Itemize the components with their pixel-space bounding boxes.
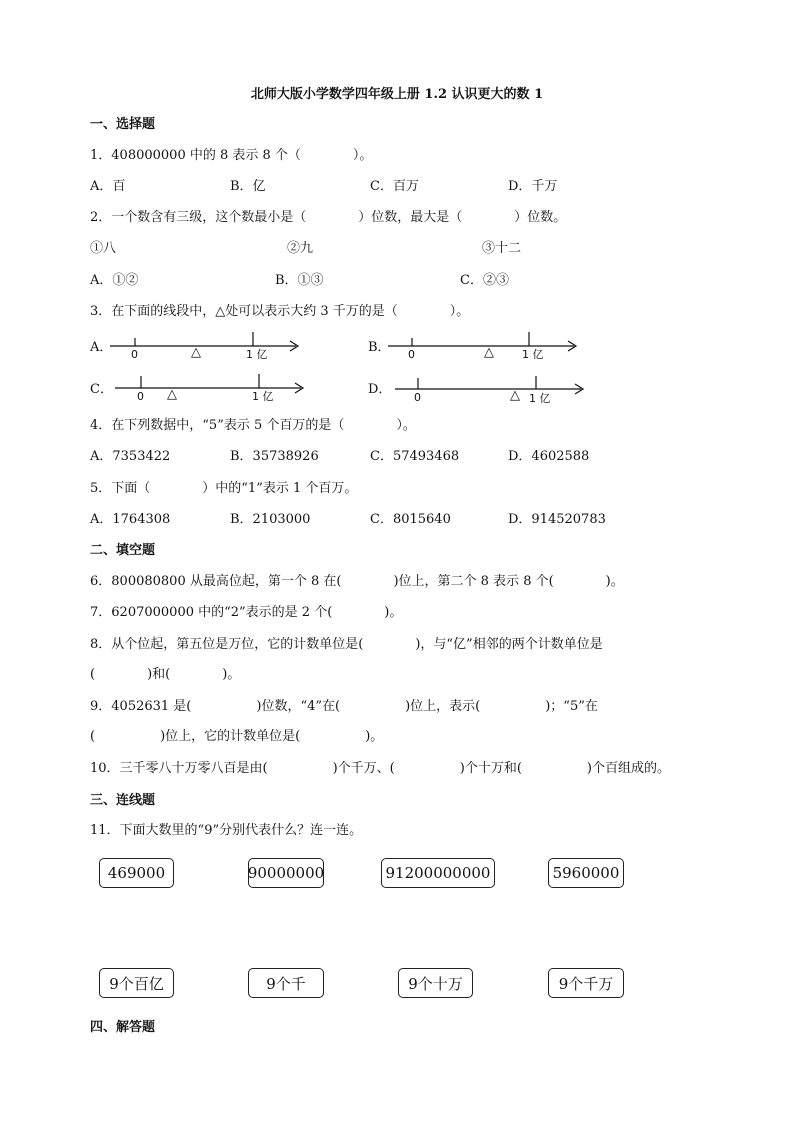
q1-option-c: C．百万 — [370, 179, 419, 194]
q5-option-c: C．8015640 — [370, 512, 451, 527]
q5-option-a: A．1764308 — [90, 512, 171, 527]
unit-box-hundred-billion[interactable]: 9个百亿 — [99, 968, 174, 998]
q1-option-d: D．千万 — [508, 179, 558, 194]
number-box-5960000[interactable]: 5960000 — [548, 858, 624, 888]
question-1: 1．408000000 中的 8 表示 8 个（ ）。 — [90, 148, 373, 163]
label-hundred-million: 1 亿 — [529, 392, 551, 405]
q3-option-a: A． — [90, 340, 113, 355]
q3-option-c: C． — [90, 382, 113, 397]
question-8-line-2: ( )和( )。 — [90, 667, 241, 682]
triangle-marker: △ — [167, 387, 177, 402]
q2-choice-2: ②九 — [287, 241, 314, 256]
q4-option-c: C．57493468 — [370, 449, 460, 464]
label-hundred-million: 1 亿 — [252, 390, 274, 403]
q2-choice-3: ③十二 — [482, 241, 522, 256]
q1-option-b: B．亿 — [230, 179, 266, 194]
question-4: 4．在下列数据中，“5”表示 5 个百万的是（ ）。 — [90, 418, 416, 433]
q3-option-d: D． — [368, 382, 392, 397]
q5-option-d: D．914520783 — [508, 512, 606, 527]
label-hundred-million: 1 亿 — [246, 348, 268, 361]
question-10: 10．三千零八十万零八百是由( )个千万、( )个十万和( )个百组成的。 — [90, 761, 670, 776]
question-7: 7．6207000000 中的“2”表示的是 2 个( )。 — [90, 605, 403, 620]
label-zero: 0 — [131, 348, 138, 361]
triangle-marker: △ — [191, 345, 201, 360]
section-heading-fill: 二、填空题 — [90, 543, 156, 558]
section-heading-answer: 四、解答题 — [90, 1020, 156, 1035]
q3-number-line-b — [388, 328, 588, 368]
number-box-469000[interactable]: 469000 — [99, 858, 174, 888]
triangle-marker: △ — [484, 345, 494, 360]
q3-option-b: B． — [368, 340, 391, 355]
q3-number-line-d — [395, 372, 595, 412]
unit-box-ten-million[interactable]: 9个千万 — [548, 968, 624, 998]
q3-number-line-c — [115, 370, 315, 410]
question-9-line-1: 9．4052631 是( )位数，“4”在( )位上，表示( )；“5”在 — [90, 699, 598, 714]
question-2: 2．一个数含有三级，这个数最小是（ ）位数，最大是（ ）位数。 — [90, 210, 567, 225]
section-heading-matching: 三、连线题 — [90, 793, 156, 808]
label-hundred-million: 1 亿 — [522, 348, 544, 361]
q2-option-b: B．①③ — [275, 273, 324, 288]
question-11: 11．下面大数里的“9”分别代表什么？连一连。 — [90, 823, 363, 838]
section-heading-choice: 一、选择题 — [90, 117, 156, 132]
q4-option-b: B．35738926 — [230, 449, 319, 464]
question-5: 5．下面（ ）中的“1”表示 1 个百万。 — [90, 481, 358, 496]
q4-option-a: A．7353422 — [90, 449, 171, 464]
question-9-line-2: ( )位上，它的计数单位是( )。 — [90, 729, 384, 744]
q2-option-c: C．②③ — [460, 273, 509, 288]
q1-option-a: A．百 — [90, 179, 126, 194]
q2-choice-1: ①八 — [90, 241, 117, 256]
label-zero: 0 — [137, 390, 144, 403]
q5-option-b: B．2103000 — [230, 512, 311, 527]
unit-box-hundred-thousand[interactable]: 9个十万 — [398, 968, 473, 998]
label-zero: 0 — [408, 348, 415, 361]
q4-option-d: D．4602588 — [508, 449, 590, 464]
unit-box-thousand[interactable]: 9个千 — [248, 968, 324, 998]
question-3: 3．在下面的线段中，△处可以表示大约 3 千万的是（ ）。 — [90, 304, 470, 319]
question-6: 6．800080800 从最高位起，第一个 8 在( )位上，第二个 8 表示 8 个( )。 — [90, 574, 624, 589]
number-box-90000000[interactable]: 90000000 — [248, 858, 324, 888]
triangle-marker: △ — [510, 388, 520, 403]
q3-number-line-a — [110, 328, 310, 368]
label-zero: 0 — [414, 391, 421, 404]
page-title: 北师大版小学数学四年级上册 1.2 认识更大的数 1 — [250, 87, 544, 102]
question-8-line-1: 8．从个位起，第五位是万位，它的计数单位是( )，与“亿”相邻的两个计数单位是 — [90, 637, 603, 652]
number-box-91200000000[interactable]: 91200000000 — [381, 858, 495, 888]
q2-option-a: A．①② — [90, 273, 139, 288]
